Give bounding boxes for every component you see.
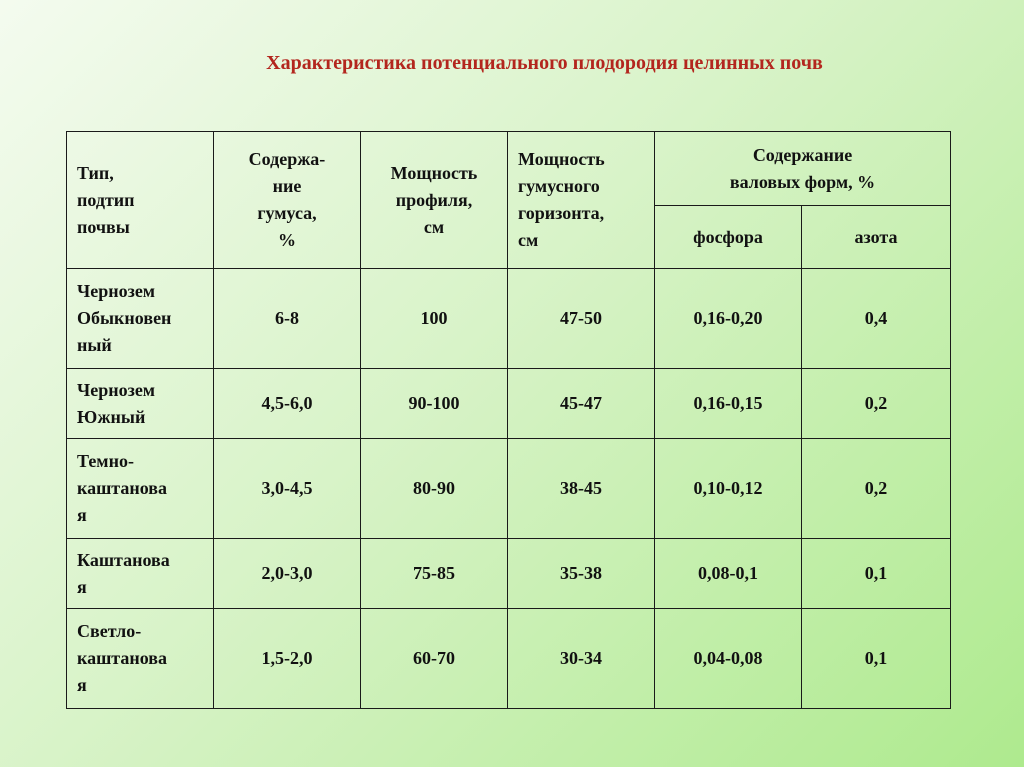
- nitrogen-value: 0,4: [802, 269, 951, 369]
- table-row: [67, 609, 951, 709]
- nitrogen-value: 0,2: [802, 369, 951, 439]
- soil-fertility-table: [66, 131, 951, 709]
- table-row: [67, 439, 951, 539]
- nitrogen-value: 0,1: [802, 539, 951, 609]
- soil-name: Чернозем Южный: [67, 369, 214, 439]
- profile-value: 100: [361, 269, 508, 369]
- profile-value: 90-100: [361, 369, 508, 439]
- profile-value: 60-70: [361, 609, 508, 709]
- phosphorus-value: 0,04-0,08: [655, 609, 802, 709]
- humus-value: 1,5-2,0: [214, 609, 361, 709]
- horizon-value: 47-50: [508, 269, 655, 369]
- header-nitrogen: азота: [802, 206, 951, 269]
- slide-title: Характеристика потенциального плодородия целинных почв: [266, 52, 823, 74]
- horizon-value: 38-45: [508, 439, 655, 539]
- header-type: Тип, подтип почвы: [67, 132, 214, 269]
- profile-value: 75-85: [361, 539, 508, 609]
- phosphorus-value: 0,08-0,1: [655, 539, 802, 609]
- phosphorus-value: 0,16-0,15: [655, 369, 802, 439]
- humus-value: 2,0-3,0: [214, 539, 361, 609]
- table-row: [67, 369, 951, 439]
- humus-value: 4,5-6,0: [214, 369, 361, 439]
- header-profile: Мощность профиля, см: [361, 132, 508, 269]
- soil-name: Темно- каштанова я: [67, 439, 214, 539]
- phosphorus-value: 0,16-0,20: [655, 269, 802, 369]
- humus-value: 3,0-4,5: [214, 439, 361, 539]
- soil-name: Светло- каштанова я: [67, 609, 214, 709]
- table-row: [67, 539, 951, 609]
- phosphorus-value: 0,10-0,12: [655, 439, 802, 539]
- nitrogen-value: 0,2: [802, 439, 951, 539]
- table-row: [67, 269, 951, 369]
- header-row-1: [67, 132, 951, 206]
- nitrogen-value: 0,1: [802, 609, 951, 709]
- header-humus: Содержа- ние гумуса, %: [214, 132, 361, 269]
- horizon-value: 45-47: [508, 369, 655, 439]
- soil-name: Каштанова я: [67, 539, 214, 609]
- humus-value: 6-8: [214, 269, 361, 369]
- soil-name: Чернозем Обыкновен ный: [67, 269, 214, 369]
- horizon-value: 30-34: [508, 609, 655, 709]
- horizon-value: 35-38: [508, 539, 655, 609]
- header-horizon: Мощность гумусного горизонта, см: [508, 132, 655, 269]
- profile-value: 80-90: [361, 439, 508, 539]
- header-gross-forms: Содержание валовых форм, %: [655, 132, 951, 206]
- header-phosphorus: фосфора: [655, 206, 802, 269]
